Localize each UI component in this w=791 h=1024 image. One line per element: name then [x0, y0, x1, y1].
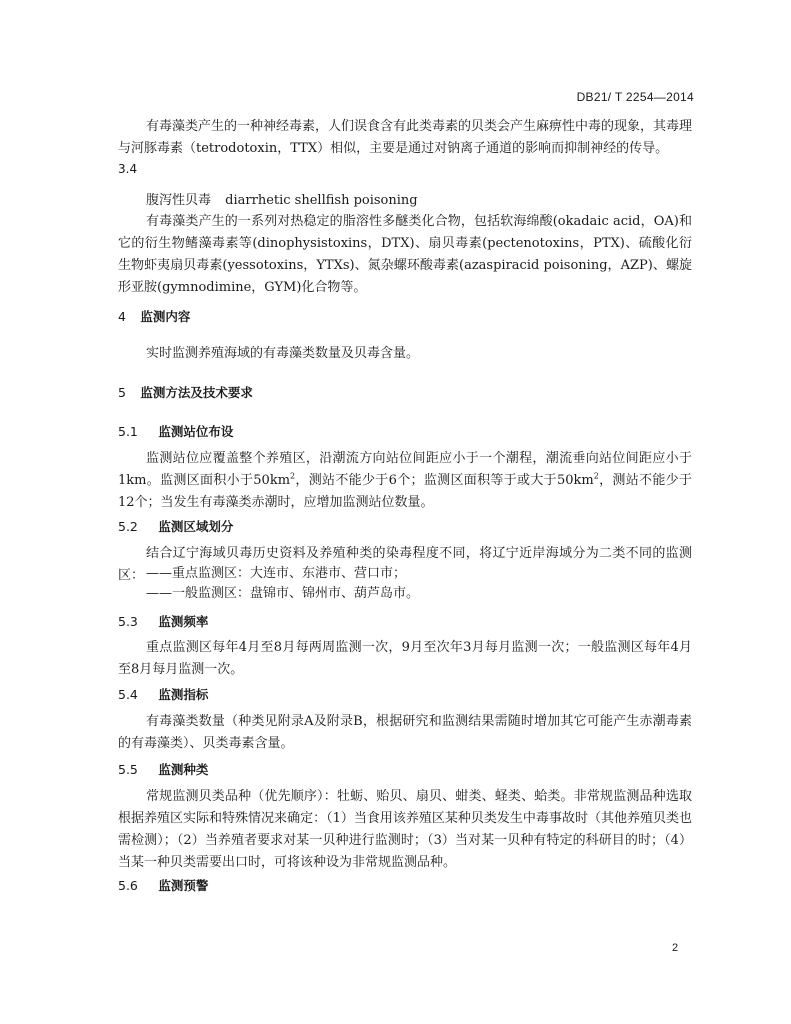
section-4-heading [118, 308, 190, 326]
section-number: 5 [118, 385, 126, 400]
section-title: 监测种类 [158, 762, 209, 777]
section-4-text: 实时监测养殖海域的有毒藻类数量及贝毒含量。 [146, 346, 420, 361]
section-title: 监测内容 [140, 309, 191, 324]
section-5-2-text: 结合辽宁海域贝毒历史资料及养殖种类的染毒程度不同，将辽宁近岸海域分为二类不同的监测区： [118, 546, 692, 583]
section-title: 监测方法及技术要求 [140, 385, 253, 400]
section-number: 5.6 [118, 878, 138, 893]
text-part: ，测站不能少于6个；监测区面积等于或大于50km [295, 473, 594, 488]
section-number: 5.4 [118, 687, 138, 702]
section-title: 监测频率 [158, 614, 209, 629]
term-number: 3.4 [118, 162, 138, 176]
section-title: 监测区域划分 [158, 519, 234, 534]
intro-paragraph: 有毒藻类产生的一种神经毒素，人们误食含有此类毒素的贝类会产生麻痹性中毒的现象，其毒理与河豚毒素（tetrodotoxin，TTX）相似，主要是通过对钠离子通道的影响而抑制神经的传导。 [118, 119, 693, 156]
page-number: 2 [672, 942, 679, 954]
section-5-5-heading [118, 761, 208, 779]
superscript: 2 [290, 471, 296, 481]
section-number: 5.1 [118, 424, 138, 439]
section-5-6-heading [118, 877, 208, 895]
section-number: 5.3 [118, 614, 138, 629]
section-5-1-text [118, 448, 692, 514]
section-5-1-heading [118, 423, 233, 441]
standard-code: DB21/ T 2254—2014 [576, 90, 694, 104]
term-en: diarrhetic shellfish poisoning [225, 193, 418, 208]
section-5-4-text: 有毒藻类数量（种类见附录A及附录B，根据研究和监测结果需随时增加其它可能产生赤潮毒素的有毒藻类）、贝类毒素含量。 [118, 714, 692, 751]
list-item: ——一般监测区：盘锦市、锦州市、葫芦岛市。 [146, 586, 420, 601]
term-definition: 有毒藻类产生的一系列对热稳定的脂溶性多醚类化合物，包括软海绵酸(okadaic acid，OA)和它的衍生物鳍藻毒素等(dinophysistoxins，DTX)、扇贝毒素(pectenotoxins，PTX)、硫酸化衍生物虾夷扇贝毒素(yessotoxins，YTXs)、氮杂螺环酸毒素(azaspiracid poisoning，AZP)、螺旋形亚胺(gymnodimine，GYM)化合物等。 [118, 214, 692, 295]
list-item: ——重点监测区：大连市、东港市、营口市； [146, 566, 407, 581]
section-number: 5.2 [118, 519, 138, 534]
text-part: ，测站不能少于12个；当发生有毒藻类赤潮时，应增加监测站位数量。 [118, 473, 692, 510]
term-heading [146, 192, 418, 210]
section-title: 监测站位布设 [158, 424, 234, 439]
section-number: 4 [118, 309, 126, 324]
section-number: 5.5 [118, 762, 138, 777]
section-5-heading [118, 384, 253, 402]
text-part: 监测站位应覆盖整个养殖区，沿潮流方向站位间距应小于一个潮程，潮流垂向站位间距应小于1km。监测区面积小于50km [118, 451, 692, 488]
superscript: 2 [593, 471, 599, 481]
section-5-5-text: 常规监测贝类品种（优先顺序）：牡蛎、贻贝、扇贝、蚶类、蛏类、蛤类。非常规监测品种选取根据养殖区实际和特殊情况来确定：（1）当食用该养殖区某种贝类发生中毒事故时（其他养殖贝类也需检测）；（2）当养殖者要求对某一贝种进行监测时；（3）当对某一贝种有特定的科研目的时；（4）当某一种贝类需要出口时，可将该种设为非常规监测品种。 [118, 789, 692, 870]
section-title: 监测预警 [158, 878, 209, 893]
section-5-4-heading [118, 686, 208, 704]
section-5-3-text: 重点监测区每年4月至8月每两周监测一次，9月至次年3月每月监测一次；一般监测区每年4月至8月每月监测一次。 [118, 640, 692, 677]
section-title: 监测指标 [158, 687, 209, 702]
section-5-3-heading [118, 613, 208, 631]
section-5-2-heading [118, 518, 233, 536]
term-cn: 腹泻性贝毒 [146, 193, 212, 208]
